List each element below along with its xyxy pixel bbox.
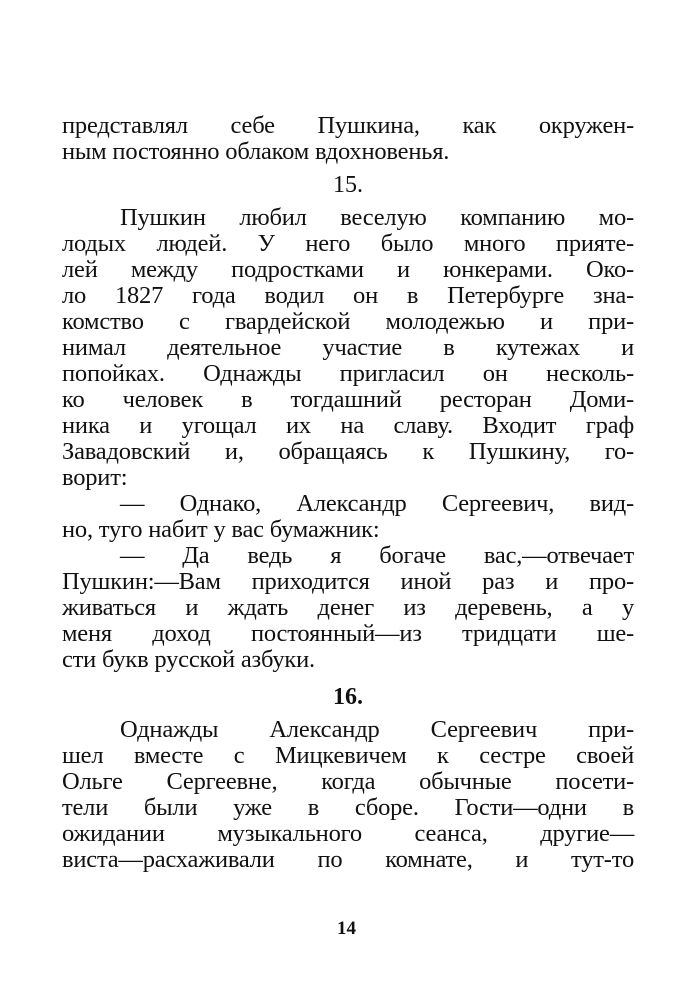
text-line: Пушкин:—Вам приходится иной раз и про- xyxy=(62,568,634,595)
text-line: живаться и ждать денег из деревень, а у xyxy=(62,594,634,621)
text-line: ожидании музыкального сеанса, другие— xyxy=(62,820,634,847)
text-line: лодых людей. У него было много прияте- xyxy=(62,230,634,257)
section-heading-15: 15. xyxy=(333,172,363,198)
book-page-text xyxy=(62,113,634,873)
text-line: представлял себе Пушкина, как окружен- xyxy=(62,112,634,139)
text-line: попойках. Однажды пригласил он несколь- xyxy=(62,360,634,387)
text-line: ко человек в тогдашний ресторан Доми- xyxy=(62,386,634,413)
text-line: меня доход постоянный—из тридцати ше- xyxy=(62,620,634,647)
text-line: виста—расхаживали по комнате, и тут-то xyxy=(62,846,634,873)
text-line: нимал деятельное участие в кутежах и xyxy=(62,334,634,361)
text-line: комство с гвардейской молодежью и при- xyxy=(62,308,634,335)
text-line: сти букв русской азбуки. xyxy=(62,646,315,673)
text-line: тели были уже в сборе. Гости—одни в xyxy=(62,794,634,821)
section-heading-16: 16. xyxy=(333,684,363,710)
page-number: 14 xyxy=(337,918,356,939)
text-line: Пушкин любил веселую компанию мо- xyxy=(120,204,634,231)
text-line: Завадовский и, обращаясь к Пушкину, го- xyxy=(62,438,634,465)
text-line: Однажды Александр Сергеевич при- xyxy=(120,716,634,743)
text-line: ворит: xyxy=(62,464,128,491)
text-line: Ольге Сергеевне, когда обычные посети- xyxy=(62,768,634,795)
text-line: — Да ведь я богаче вас,—отвечает xyxy=(120,542,634,569)
text-line: лей между подростками и юнкерами. Око- xyxy=(62,256,634,283)
text-line: шел вместе с Мицкевичем к сестре своей xyxy=(62,742,634,769)
text-line: ным постоянно облаком вдохновенья. xyxy=(62,138,450,165)
text-line: — Однако, Александр Сергеевич, вид- xyxy=(120,490,634,517)
text-line: но, туго набит у вас бумажник: xyxy=(62,516,380,543)
text-line: ника и угощал их на славу. Входит граф xyxy=(62,412,634,439)
text-line: ло 1827 года водил он в Петербурге зна- xyxy=(62,282,634,309)
